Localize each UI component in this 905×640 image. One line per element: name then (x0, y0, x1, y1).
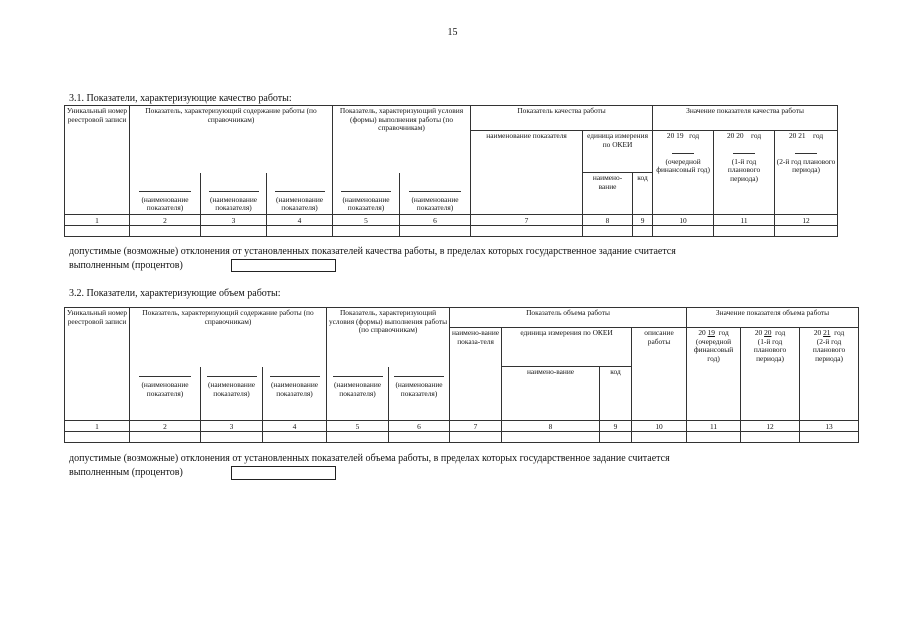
quality-deviation-input[interactable] (231, 259, 336, 272)
data-cell[interactable] (130, 226, 201, 237)
table-row (65, 432, 859, 443)
header-name-sub: (наименование показателя) (201, 173, 267, 215)
column-number: 6 (400, 215, 471, 226)
data-cell[interactable] (130, 432, 201, 443)
volume-deviation-note: допустимые (возможные) отклонения от установленных показателей объема работы, в пределах которых государственное задание считается (69, 453, 670, 464)
header-name-sub: (наименование показателя) (263, 367, 327, 421)
column-number-row (65, 215, 838, 226)
quality-table (64, 105, 838, 237)
header-quality-indicator: Показатель качества работы (471, 106, 653, 131)
data-cell[interactable] (653, 226, 714, 237)
volume-deviation-label: выполненным (процентов) (69, 467, 183, 478)
data-cell[interactable] (471, 226, 583, 237)
header-name-sub: (наименование показателя) (400, 173, 471, 215)
column-number: 6 (389, 421, 450, 432)
column-number: 2 (130, 215, 201, 226)
column-number: 3 (201, 421, 263, 432)
data-cell[interactable] (201, 226, 267, 237)
column-number: 4 (263, 421, 327, 432)
header-unit-code: код (600, 367, 632, 421)
data-cell[interactable] (800, 432, 859, 443)
data-cell[interactable] (714, 226, 775, 237)
column-number: 7 (450, 421, 502, 432)
header-unit-okei: единица измерения по ОКЕИ (583, 131, 653, 173)
header-year-3: 20 21 год (2-й год планового периода) (800, 328, 859, 421)
column-number: 2 (130, 421, 201, 432)
header-content-indicator: Показатель, характеризующий содержание работы (по справочникам) (130, 106, 333, 173)
column-number: 13 (800, 421, 859, 432)
header-content-indicator: Показатель, характеризующий содержание работы (по справочникам) (130, 308, 327, 367)
data-cell[interactable] (632, 432, 687, 443)
data-cell[interactable] (583, 226, 633, 237)
page-number: 15 (447, 27, 458, 38)
header-name-sub: (наименование показателя) (389, 367, 450, 421)
header-name-sub: (наименование показателя) (327, 367, 389, 421)
data-cell[interactable] (65, 432, 130, 443)
header-work-description: описание работы (632, 328, 687, 421)
header-name-sub: (наименование показателя) (201, 367, 263, 421)
data-cell[interactable] (775, 226, 838, 237)
section-3-2-heading: 3.2. Показатели, характеризующие объем работы: (69, 288, 281, 299)
data-cell[interactable] (741, 432, 800, 443)
column-number: 5 (333, 215, 400, 226)
column-number: 3 (201, 215, 267, 226)
column-number: 8 (583, 215, 633, 226)
data-cell[interactable] (502, 432, 600, 443)
header-volume-value: Значение показателя объема работы (687, 308, 859, 328)
header-year-1: 20 19 год (очередной финансовый год) (653, 131, 714, 215)
header-unit-code: код (633, 173, 653, 215)
data-cell[interactable] (267, 226, 333, 237)
data-cell[interactable] (633, 226, 653, 237)
data-cell[interactable] (263, 432, 327, 443)
header-unit-name: наимено-вание (502, 367, 600, 421)
data-cell[interactable] (450, 432, 502, 443)
header-unique-record: Уникальный номер реестровой записи (65, 106, 130, 215)
column-number: 1 (65, 421, 130, 432)
header-name-sub: (наименование показателя) (130, 173, 201, 215)
column-number: 12 (741, 421, 800, 432)
header-year-3: 20 21 год (2-й год планового периода) (775, 131, 838, 215)
column-number: 7 (471, 215, 583, 226)
header-unique-record: Уникальный номер реестровой записи (65, 308, 130, 421)
header-volume-indicator: Показатель объема работы (450, 308, 687, 328)
header-indicator-name: наименование показателя (471, 131, 583, 215)
data-cell[interactable] (201, 432, 263, 443)
column-number: 4 (267, 215, 333, 226)
column-number: 9 (633, 215, 653, 226)
header-year-2: 20 20 год (1-й год планового периода) (714, 131, 775, 215)
column-number: 11 (687, 421, 741, 432)
header-name-sub: (наименование показателя) (267, 173, 333, 215)
header-unit-name: наимено-вание (583, 173, 633, 215)
column-number: 9 (600, 421, 632, 432)
header-indicator-name: наимено-вание показа-теля (450, 328, 502, 421)
section-3-1-heading: 3.1. Показатели, характеризующие качество работы: (69, 93, 292, 104)
column-number: 5 (327, 421, 389, 432)
data-cell[interactable] (333, 226, 400, 237)
volume-table (64, 307, 859, 443)
data-cell[interactable] (389, 432, 450, 443)
data-cell[interactable] (327, 432, 389, 443)
quality-deviation-label: выполненным (процентов) (69, 260, 183, 271)
column-number: 11 (714, 215, 775, 226)
header-year-2: 20 20 год (1-й год планового периода) (741, 328, 800, 421)
column-number: 1 (65, 215, 130, 226)
data-cell[interactable] (687, 432, 741, 443)
data-cell[interactable] (65, 226, 130, 237)
column-number: 10 (653, 215, 714, 226)
volume-deviation-input[interactable] (231, 466, 336, 480)
header-conditions-indicator: Показатель, характеризующий условия (формы) выполнения работы (по справочникам) (327, 308, 450, 367)
column-number-row (65, 421, 859, 432)
data-cell[interactable] (400, 226, 471, 237)
table-row (65, 226, 838, 237)
data-cell[interactable] (600, 432, 632, 443)
header-unit-okei: единица измерения по ОКЕИ (502, 328, 632, 367)
column-number: 10 (632, 421, 687, 432)
column-number: 8 (502, 421, 600, 432)
header-conditions-indicator: Показатель, характеризующий условия (формы) выполнения работы (по справочникам) (333, 106, 471, 173)
header-quality-value: Значение показателя качества работы (653, 106, 838, 131)
header-name-sub: (наименование показателя) (130, 367, 201, 421)
header-year-1: 20 19 год (очередной финансовый год) (687, 328, 741, 421)
column-number: 12 (775, 215, 838, 226)
quality-deviation-note: допустимые (возможные) отклонения от установленных показателей качества работы, в пределах которых государственное задание считается (69, 246, 676, 257)
header-name-sub: (наименование показателя) (333, 173, 400, 215)
